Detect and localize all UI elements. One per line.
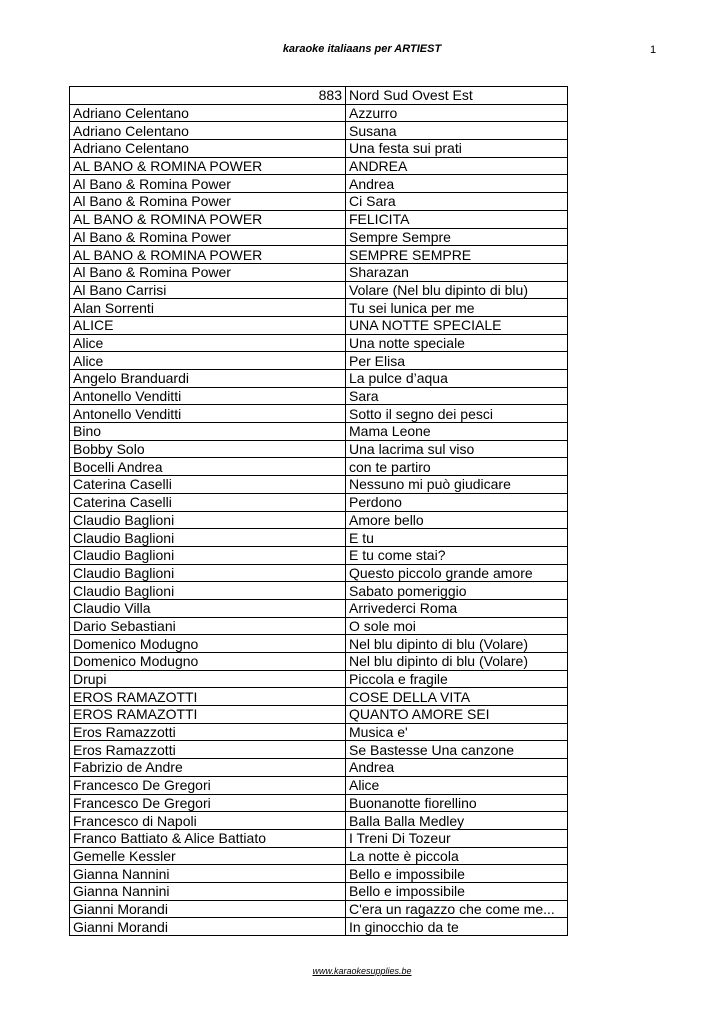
song-title-cell: Sotto il segno dei pesci	[346, 405, 568, 423]
song-title-cell: Mama Leone	[346, 423, 568, 441]
artist-cell: Bocelli Andrea	[70, 458, 346, 476]
table-row	[70, 688, 568, 706]
song-title-cell: Una notte speciale	[346, 334, 568, 352]
table-row	[70, 882, 568, 900]
table-row	[70, 493, 568, 511]
table-row	[70, 582, 568, 600]
song-title-cell: SEMPRE SEMPRE	[346, 246, 568, 264]
table-row	[70, 458, 568, 476]
song-title-cell: Buonanotte fiorellino	[346, 794, 568, 812]
artist-cell: Caterina Caselli	[70, 476, 346, 494]
page-number: 1	[650, 44, 657, 56]
song-title-cell: E tu	[346, 529, 568, 547]
song-title-cell: Azzurro	[346, 104, 568, 122]
song-title-cell: E tu come stai?	[346, 546, 568, 564]
artist-cell: AL BANO & ROMINA POWER	[70, 246, 346, 264]
artist-cell: Bino	[70, 423, 346, 441]
table-row	[70, 104, 568, 122]
table-row	[70, 511, 568, 529]
artist-cell: Alan Sorrenti	[70, 299, 346, 317]
table-row	[70, 670, 568, 688]
song-title-cell: Musica e'	[346, 723, 568, 741]
song-title-cell: Balla Balla Medley	[346, 812, 568, 830]
song-title-cell: ANDREA	[346, 157, 568, 175]
song-title-cell: I Treni Di Tozeur	[346, 829, 568, 847]
song-title-cell: O sole moi	[346, 617, 568, 635]
song-title-cell: Una lacrima sul viso	[346, 440, 568, 458]
artist-cell: Alice	[70, 334, 346, 352]
song-title-cell: Alice	[346, 776, 568, 794]
table-row	[70, 564, 568, 582]
footer-url[interactable]: www.karaokesupplies.be	[312, 966, 412, 976]
artist-cell: ALICE	[70, 316, 346, 334]
artist-cell: Francesco De Gregori	[70, 776, 346, 794]
table-row	[70, 370, 568, 388]
song-title-cell: Sara	[346, 387, 568, 405]
table-row	[70, 387, 568, 405]
song-title-cell: Questo piccolo grande amore	[346, 564, 568, 582]
artist-cell: Antonello Venditti	[70, 387, 346, 405]
song-title-cell: Nel blu dipinto di blu (Volare)	[346, 653, 568, 671]
table-row	[70, 228, 568, 246]
table-row	[70, 87, 568, 105]
song-title-cell: Bello e impossibile	[346, 865, 568, 883]
song-title-cell: Nessuno mi può giudicare	[346, 476, 568, 494]
song-title-cell: Amore bello	[346, 511, 568, 529]
artist-cell: Dario Sebastiani	[70, 617, 346, 635]
table-row	[70, 175, 568, 193]
table-row	[70, 794, 568, 812]
artist-cell: Al Bano & Romina Power	[70, 228, 346, 246]
song-title-cell: Una festa sui prati	[346, 140, 568, 158]
table-row	[70, 776, 568, 794]
song-title-cell: Tu sei lunica per me	[346, 299, 568, 317]
table-row	[70, 316, 568, 334]
artist-cell: Adriano Celentano	[70, 122, 346, 140]
table-row	[70, 829, 568, 847]
song-title-cell: La notte è piccola	[346, 847, 568, 865]
artist-cell: AL BANO & ROMINA POWER	[70, 210, 346, 228]
table-row	[70, 759, 568, 777]
artist-cell: Alice	[70, 352, 346, 370]
table-row	[70, 617, 568, 635]
table-row	[70, 918, 568, 936]
table-row	[70, 281, 568, 299]
table-row	[70, 140, 568, 158]
artist-cell: Claudio Baglioni	[70, 582, 346, 600]
table-row	[70, 210, 568, 228]
karaoke-table-body	[70, 87, 568, 936]
song-title-cell: Piccola e fragile	[346, 670, 568, 688]
table-row	[70, 440, 568, 458]
table-row	[70, 900, 568, 918]
song-title-cell: C'era un ragazzo che come me...	[346, 900, 568, 918]
table-row	[70, 352, 568, 370]
song-title-cell: COSE DELLA VITA	[346, 688, 568, 706]
song-title-cell: Sempre Sempre	[346, 228, 568, 246]
artist-cell: Caterina Caselli	[70, 493, 346, 511]
artist-cell: Eros Ramazzotti	[70, 741, 346, 759]
table-row	[70, 246, 568, 264]
table-row	[70, 653, 568, 671]
table-row	[70, 865, 568, 883]
artist-cell: Al Bano & Romina Power	[70, 175, 346, 193]
artist-cell: Bobby Solo	[70, 440, 346, 458]
table-row	[70, 723, 568, 741]
artist-cell: AL BANO & ROMINA POWER	[70, 157, 346, 175]
artist-cell: Al Bano Carrisi	[70, 281, 346, 299]
table-row	[70, 157, 568, 175]
artist-cell: Domenico Modugno	[70, 653, 346, 671]
song-title-cell: Bello e impossibile	[346, 882, 568, 900]
song-title-cell: Volare (Nel blu dipinto di blu)	[346, 281, 568, 299]
song-title-cell: Ci Sara	[346, 193, 568, 211]
artist-cell: Gianna Nannini	[70, 882, 346, 900]
song-title-cell: La pulce d’aqua	[346, 370, 568, 388]
artist-cell: Al Bano & Romina Power	[70, 193, 346, 211]
song-title-cell: Nord Sud Ovest Est	[346, 87, 568, 105]
song-title-cell: Nel blu dipinto di blu (Volare)	[346, 635, 568, 653]
artist-cell: Claudio Baglioni	[70, 511, 346, 529]
artist-cell: Eros Ramazzotti	[70, 723, 346, 741]
table-row	[70, 405, 568, 423]
table-row	[70, 847, 568, 865]
artist-cell: Angelo Branduardi	[70, 370, 346, 388]
table-row	[70, 122, 568, 140]
song-title-cell: In ginocchio da te	[346, 918, 568, 936]
table-row	[70, 812, 568, 830]
song-title-cell: con te partiro	[346, 458, 568, 476]
table-row	[70, 599, 568, 617]
karaoke-table	[69, 86, 568, 936]
artist-cell: Claudio Baglioni	[70, 529, 346, 547]
artist-cell: Gemelle Kessler	[70, 847, 346, 865]
song-title-cell: Arrivederci Roma	[346, 599, 568, 617]
artist-cell: Claudio Baglioni	[70, 564, 346, 582]
table-row	[70, 334, 568, 352]
song-title-cell: Andrea	[346, 175, 568, 193]
table-row	[70, 546, 568, 564]
artist-cell: Drupi	[70, 670, 346, 688]
artist-cell: Francesco di Napoli	[70, 812, 346, 830]
artist-cell: Gianni Morandi	[70, 900, 346, 918]
song-title-cell: Susana	[346, 122, 568, 140]
artist-cell: Claudio Baglioni	[70, 546, 346, 564]
table-row	[70, 193, 568, 211]
song-title-cell: Sharazan	[346, 263, 568, 281]
song-title-cell: QUANTO AMORE SEI	[346, 706, 568, 724]
artist-cell: Fabrizio de Andre	[70, 759, 346, 777]
artist-cell: EROS RAMAZOTTI	[70, 688, 346, 706]
artist-cell: Gianni Morandi	[70, 918, 346, 936]
artist-cell: Adriano Celentano	[70, 104, 346, 122]
artist-cell: EROS RAMAZOTTI	[70, 706, 346, 724]
song-title-cell: Perdono	[346, 493, 568, 511]
artist-cell: Adriano Celentano	[70, 140, 346, 158]
artist-cell: Domenico Modugno	[70, 635, 346, 653]
song-title-cell: UNA NOTTE SPECIALE	[346, 316, 568, 334]
table-row	[70, 423, 568, 441]
table-row	[70, 476, 568, 494]
artist-cell: 883	[70, 87, 346, 105]
song-title-cell: Sabato pomeriggio	[346, 582, 568, 600]
table-row	[70, 635, 568, 653]
document-title: karaoke italiaans per ARTIEST	[282, 43, 442, 55]
table-row	[70, 299, 568, 317]
artist-cell: Claudio Villa	[70, 599, 346, 617]
song-title-cell: Andrea	[346, 759, 568, 777]
song-title-cell: FELICITA	[346, 210, 568, 228]
table-row	[70, 263, 568, 281]
table-row	[70, 706, 568, 724]
artist-cell: Francesco De Gregori	[70, 794, 346, 812]
artist-cell: Antonello Venditti	[70, 405, 346, 423]
table-row	[70, 529, 568, 547]
artist-cell: Franco Battiato & Alice Battiato	[70, 829, 346, 847]
table-row	[70, 741, 568, 759]
artist-cell: Gianna Nannini	[70, 865, 346, 883]
song-title-cell: Per Elisa	[346, 352, 568, 370]
artist-cell: Al Bano & Romina Power	[70, 263, 346, 281]
song-title-cell: Se Bastesse Una canzone	[346, 741, 568, 759]
